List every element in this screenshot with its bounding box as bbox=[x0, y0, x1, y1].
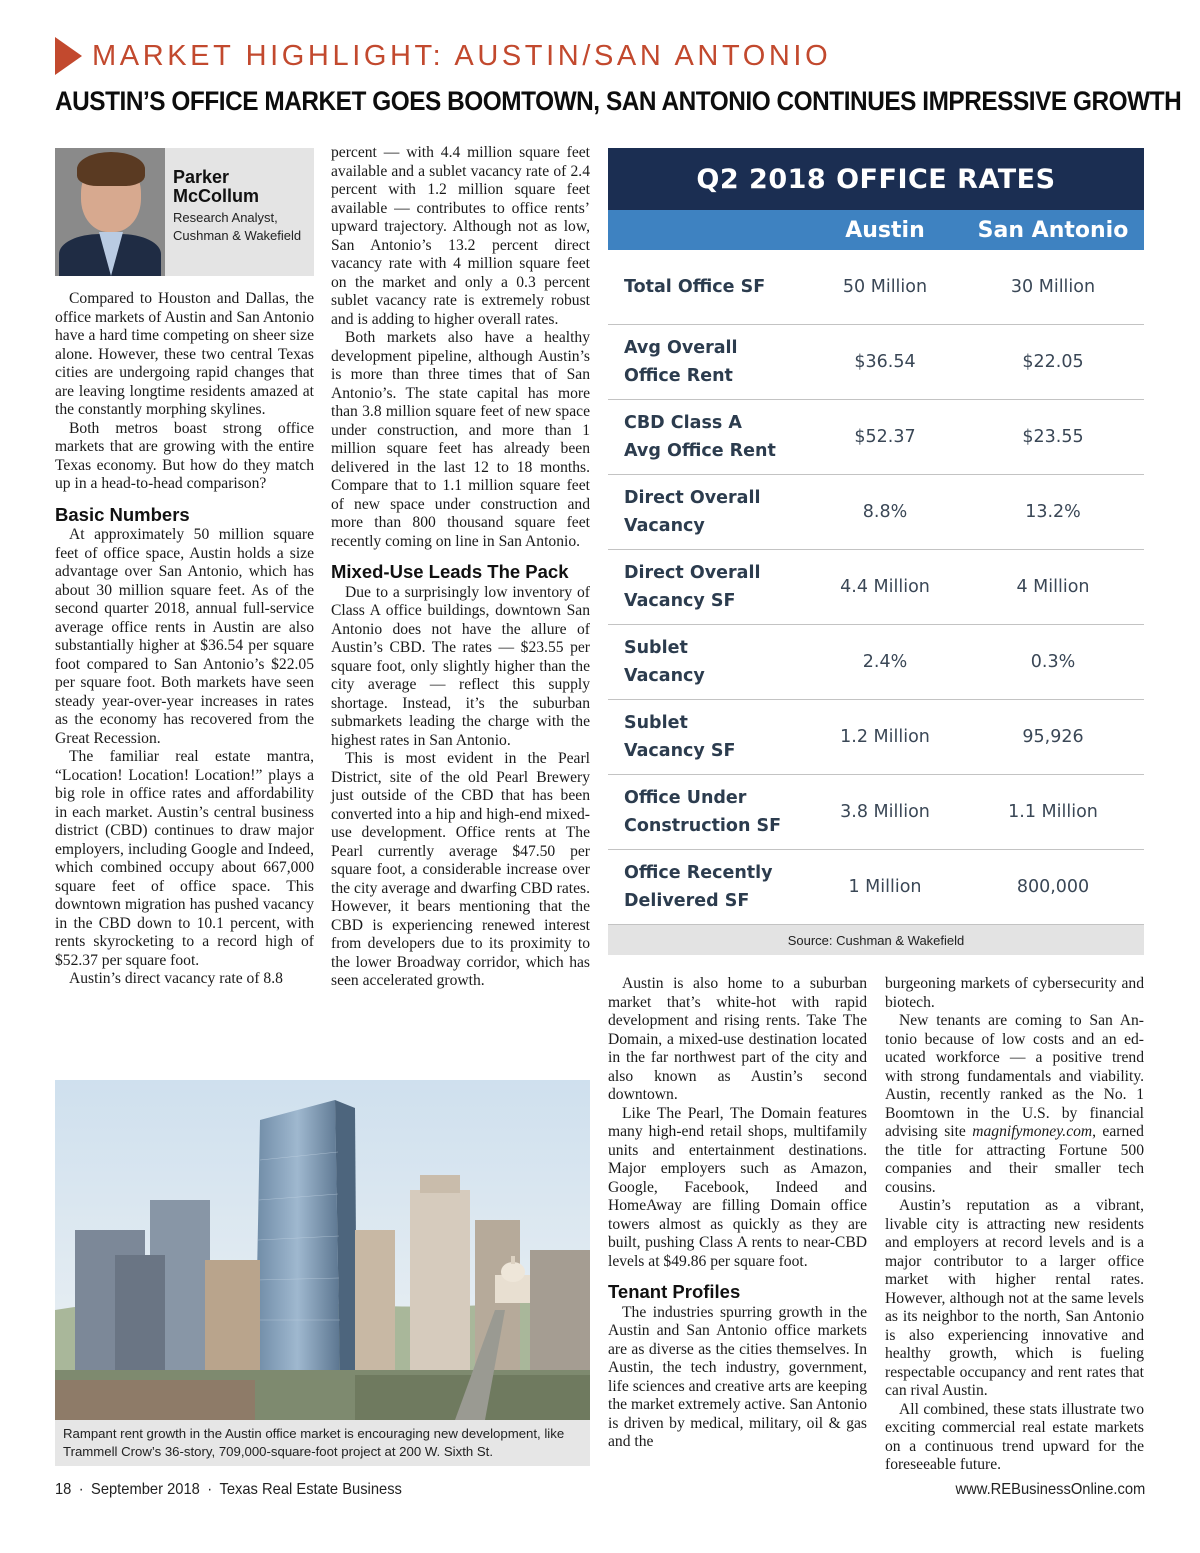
author-name: Parker McCollum bbox=[173, 167, 260, 206]
san-antonio-value: $22.05 bbox=[1022, 352, 1084, 372]
paragraph: Both metros boast strong office markets that are growing with the entire Texas economy. But how do they match up in a head-to-head comparison? bbox=[55, 419, 314, 492]
table-row bbox=[608, 700, 1144, 775]
row-label-line: Vacancy bbox=[624, 516, 705, 536]
section-kicker bbox=[55, 36, 831, 76]
paragraph: Austin’s reputation as a vibrant, livable city is attracting new residents and employers at record levels and is a major contributor to a larger office market with higher rental rates. However, although not at the same levels as its neighbor to the north, San Antonio is also experiencing innovative and healthy growth, which is fueling respectable occupancy and rent rates that can rival Austin. bbox=[885, 1197, 1144, 1399]
row-label-line: Vacancy SF bbox=[624, 591, 736, 611]
footer-url[interactable]: www.REBusinessOnline.com bbox=[955, 1481, 1145, 1498]
building-photo-block bbox=[55, 1080, 590, 1466]
triangle-arrow-icon bbox=[55, 37, 82, 75]
paragraph: Austin is also home to a suburban market that’s white-hot with rapid development and rising rents. Take The Domain, a mixed-use destination located in the far northwest part of the city and also known as Austin’s second downtown. bbox=[608, 975, 867, 1103]
table-body bbox=[608, 250, 1144, 925]
paragraph: Both markets also have a healthy development pipeline, although Austin’s is more than three times that of San Antonio’s. The state capital has more than 3.8 million square feet of new space under construction, and more than 1 million square feet has already been delivered in the last 12 to 18 months. Compare that to 1.1 million square feet of new space under construction and more than 800 thousand square feet recently coming on line in San Antonio. bbox=[331, 329, 590, 550]
san-antonio-value: 30 Million bbox=[1010, 277, 1096, 297]
row-label-line: Sublet bbox=[624, 713, 688, 733]
header-san-antonio: San Antonio bbox=[977, 217, 1129, 243]
article-column-3 bbox=[608, 975, 867, 1452]
issue-date: September 2018 bbox=[90, 1481, 200, 1498]
paragraph: burgeoning markets of cybersecurity and biotech. bbox=[885, 975, 1144, 1011]
row-label-line: Avg Overall bbox=[624, 338, 738, 358]
row-label-line: Avg Office Rent bbox=[624, 441, 776, 461]
row-label bbox=[608, 850, 808, 924]
san-antonio-value: 4 Million bbox=[1016, 577, 1090, 597]
paragraph: Like The Pearl, The Domain features many high-end retail shops, multifamily units and entertainment destinations. Major employers such as Amazon, Google, Facebook, Indeed and HomeAway are filling Domain office towers almost as quickly as they are built, pushing Class A rents to near-CBD levels at $49.86 per square foot. bbox=[608, 1104, 867, 1270]
row-label-line: Office Under bbox=[624, 788, 747, 808]
table-header bbox=[608, 210, 1144, 250]
author-box bbox=[55, 148, 314, 276]
row-label-line: Office Recently bbox=[624, 863, 773, 883]
san-antonio-value: 95,926 bbox=[1022, 727, 1084, 747]
paragraph-text: , earned the title for attracting Fortune 500 companies and their smaller tech cousins. bbox=[885, 1123, 1144, 1196]
publication-name: Texas Real Estate Business bbox=[219, 1481, 402, 1498]
office-rates-table bbox=[608, 148, 1144, 954]
paragraph: The industries spurring growth in the Austin and San Antonio office markets are as diverse as the cities themselves. In Austin, the tech industry, government, life sciences and creative arts are keeping the market extremely active. San Antonio is driven by medical, military, oil & gas and the bbox=[608, 1303, 867, 1450]
row-label bbox=[608, 700, 808, 774]
page-footer bbox=[55, 1481, 1145, 1503]
author-photo bbox=[55, 148, 165, 276]
paragraph bbox=[885, 1012, 1144, 1197]
austin-value: 1 Million bbox=[848, 877, 922, 897]
san-antonio-value: 0.3% bbox=[1030, 652, 1076, 672]
paragraph: All combined, these stats illustrate two exciting commercial real estate markets on a continuous trend upward for the foreseeable future. bbox=[885, 1400, 1144, 1473]
austin-value: $52.37 bbox=[854, 427, 916, 447]
paragraph: This is most evident in the Pearl District, site of the old Pearl Brewery just outside of the CBD that has been converted into a hip and high-end mixed-use development. Office rents at The Pearl currently average $47.50 per square foot, a considerable increase over the city average and dwarfing CBD rates. However, it bears mentioning that the CBD is experiencing renewed interest from developers due to its proximity to the lower Broadway corridor, which has seen accelerated growth. bbox=[331, 750, 590, 989]
san-antonio-value: 800,000 bbox=[1016, 877, 1090, 897]
san-antonio-value: 13.2% bbox=[1025, 502, 1081, 522]
row-label bbox=[608, 325, 808, 399]
paragraph: Austin’s direct vacancy rate of 8.8 bbox=[69, 970, 283, 987]
page-number: 18 bbox=[55, 1481, 72, 1498]
row-label bbox=[608, 625, 808, 699]
table-row bbox=[608, 325, 1144, 400]
website-name: magnifymoney.com bbox=[972, 1123, 1093, 1140]
row-label-line: Vacancy bbox=[624, 666, 705, 686]
row-label-line: CBD Class A bbox=[624, 413, 742, 433]
table-source: Source: Cushman & Wakefield bbox=[608, 925, 1144, 955]
table-row bbox=[608, 550, 1144, 625]
paragraph: percent — with 4.4 million square feet available and a sublet vacancy rate of 2.4 percent with 1.2 million square feet available — contributes to office rents’ upward trajectory. Although not as low, San Antonio’s 13.2 percent direct vacancy rate with 4 million square feet on the market and only a 0.3 percent sublet vacancy rate is extremely robust and is adding to higher overall rates. bbox=[331, 144, 590, 328]
table-row bbox=[608, 475, 1144, 550]
row-label bbox=[608, 250, 808, 324]
subheading-tenant-profiles: Tenant Profiles bbox=[608, 1281, 741, 1302]
austin-skyline-photo bbox=[55, 1080, 590, 1420]
row-label bbox=[608, 775, 808, 849]
paragraph: The familiar real estate mantra, “Location! Location! Location!” plays a big role in office rates and affordability in each market. Austin’s central business district (CBD) continues to draw major employers, including Google and Indeed, which combined occupy about 667,000 square feet of office space. This downtown migration has pushed vacancy in the CBD down to 10.1 percent, with rents skyrocketing to a record high of $52.37 per square foot. bbox=[55, 748, 314, 969]
article-column-4 bbox=[885, 975, 1144, 1475]
subheading-basic-numbers: Basic Numbers bbox=[55, 503, 190, 525]
paragraph: At approximately 50 million square feet of office space, Austin holds a size advantage over San Antonio, which has about 30 million square feet. As of the second quarter 2018, annual full-service average office rents in Austin are also substantially higher at $36.54 per square foot compared to San Antonio’s $22.05 per square foot. Both markets have seen steady year-over-year increases in rates as the economy has recovered from the Great Recession. bbox=[55, 526, 314, 747]
austin-value: 2.4% bbox=[862, 652, 908, 672]
footer-left: 18 · September 2018 · Texas Real Estate Business bbox=[55, 1481, 402, 1498]
austin-value: 8.8% bbox=[862, 502, 908, 522]
row-label bbox=[608, 475, 808, 549]
row-label-line: Delivered SF bbox=[624, 891, 750, 911]
row-label-line: Direct Overall bbox=[624, 488, 761, 508]
header-austin: Austin bbox=[845, 217, 925, 243]
table-row bbox=[608, 850, 1144, 925]
austin-value: $36.54 bbox=[854, 352, 916, 372]
author-role-title: Research Analyst, bbox=[173, 210, 278, 225]
row-label bbox=[608, 550, 808, 624]
author-role bbox=[173, 209, 311, 245]
article-column-2 bbox=[331, 144, 590, 991]
photo-caption: Rampant rent growth in the Austin office market is encouraging new development, like Trammell Crow’s 36-story, 709,000-square-foot project at 200 W. Sixth St. bbox=[55, 1420, 590, 1466]
austin-value: 4.4 Million bbox=[840, 577, 930, 597]
row-label-line: Direct Overall bbox=[624, 563, 761, 583]
austin-value: 3.8 Million bbox=[840, 802, 930, 822]
author-role-company: Cushman & Wakefield bbox=[173, 228, 302, 243]
paragraph: Compared to Houston and Dallas, the office markets of Austin and San Antonio have a hard time competing on sheer size alone. However, these two central Texas cities are undergoing rapid changes that are leaving longtime residents amazed at the constantly morphing skylines. bbox=[55, 290, 314, 418]
article-column-1 bbox=[55, 290, 314, 989]
austin-value: 50 Million bbox=[842, 277, 928, 297]
san-antonio-value: $23.55 bbox=[1022, 427, 1084, 447]
row-label-line: Vacancy SF bbox=[624, 741, 736, 761]
san-antonio-value: 1.1 Million bbox=[1008, 802, 1098, 822]
row-label-line: Sublet bbox=[624, 638, 688, 658]
table-row bbox=[608, 775, 1144, 850]
row-label-line: Total Office SF bbox=[624, 277, 766, 297]
paragraph-text: New tenants are coming to San Antonio because of low costs and an educated workforce — a positive trend with strong fundamentals and viability. Austin, recently ranked as the No. 1 Boomtown in the U.S. by financial advising site bbox=[885, 1012, 1144, 1140]
subheading-mixed-use: Mixed-Use Leads The Pack bbox=[331, 561, 569, 582]
table-row bbox=[608, 400, 1144, 475]
row-label-line: Office Rent bbox=[624, 366, 733, 386]
paragraph: Due to a surprisingly low inventory of Class A office buildings, downtown San Antonio does not have the allure of Austin’s CBD. The rates — $23.55 per square foot, only slightly higher than the city average — reflect this supply shortage. Instead, it’s the suburban submarkets leading the charge with the highest rates in San Antonio. bbox=[331, 583, 590, 749]
kicker-text: MARKET HIGHLIGHT: AUSTIN/SAN ANTONIO bbox=[92, 39, 832, 72]
row-label bbox=[608, 400, 808, 474]
row-label-line: Construction SF bbox=[624, 816, 782, 836]
table-row bbox=[608, 625, 1144, 700]
austin-value: 1.2 Million bbox=[840, 727, 930, 747]
article-headline: AUSTIN’S OFFICE MARKET GOES BOOMTOWN, SAN ANTONIO CONTINUES IMPRESSIVE GROWTH bbox=[55, 86, 1182, 116]
table-title: Q2 2018 OFFICE RATES bbox=[608, 148, 1144, 210]
table-row bbox=[608, 250, 1144, 325]
